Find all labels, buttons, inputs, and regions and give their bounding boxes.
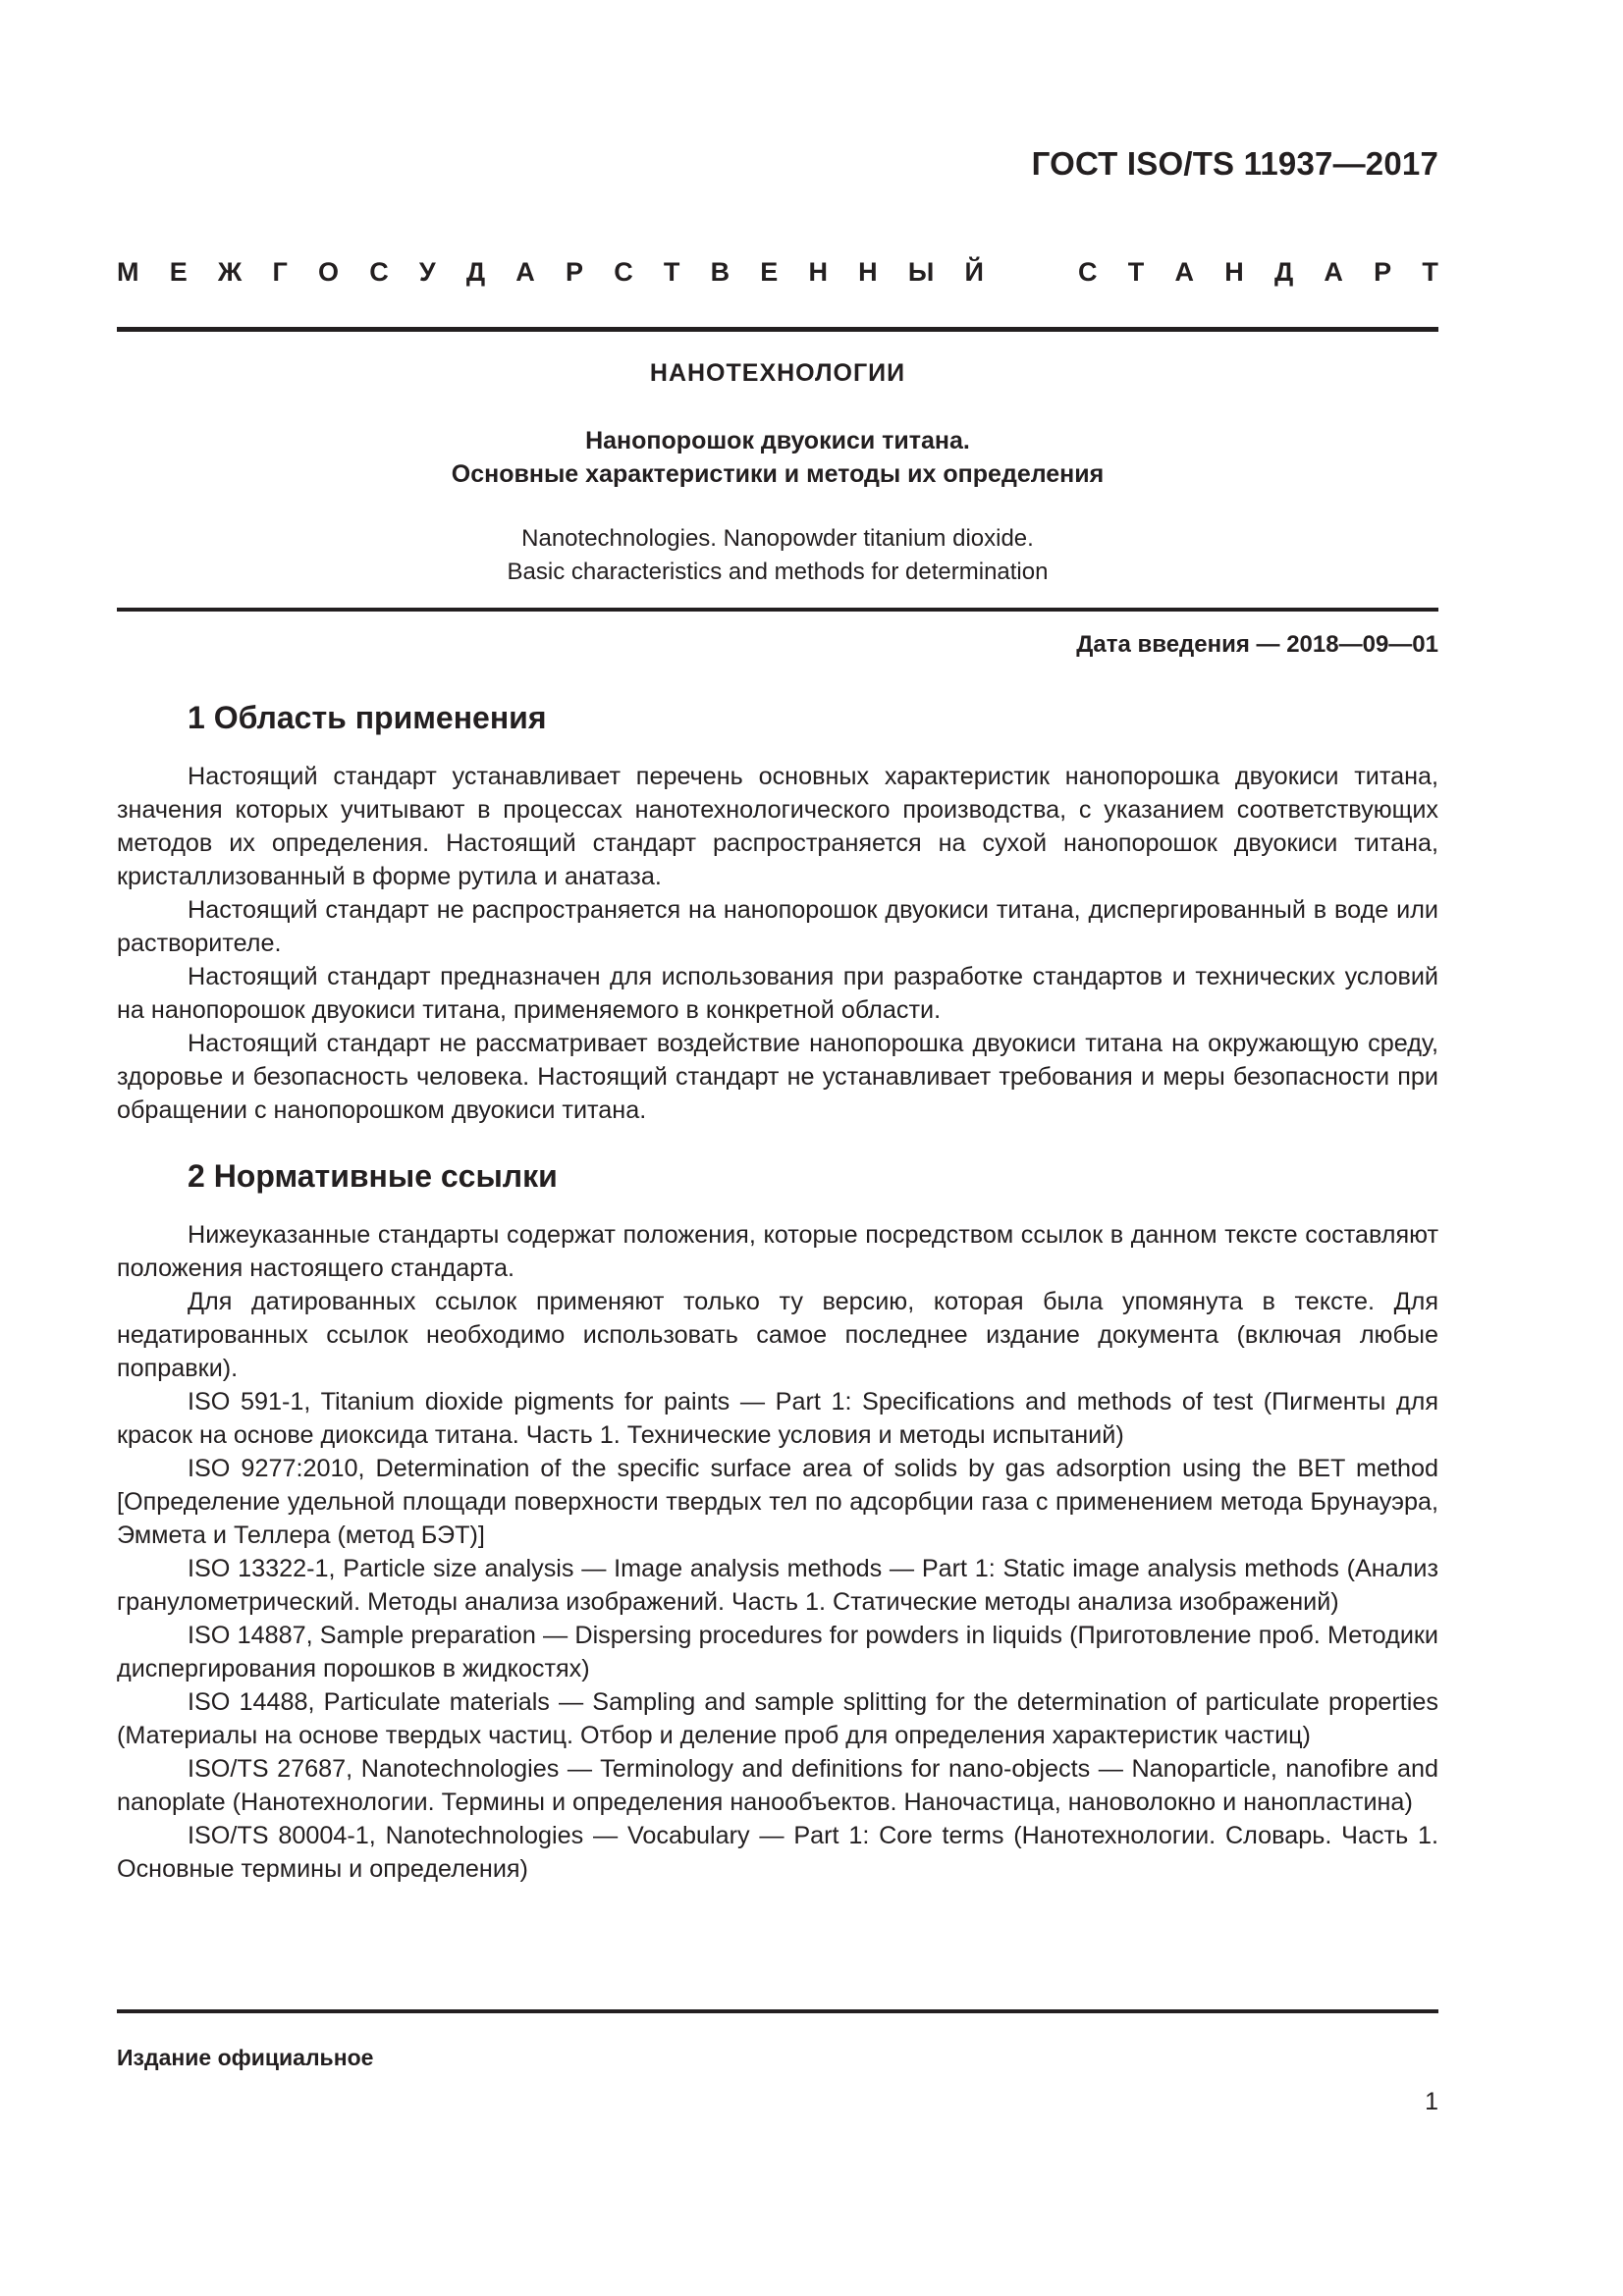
- section-1-paragraph: Настоящий стандарт не рассматривает воздействие нанопорошка двуокиси титана на окружающую среду, здоровье и безопасность человека. Настоящий стандарт не устанавливает требования и меры безопасности при обращении с нанопорошком двуокиси титана.: [117, 1030, 1438, 1124]
- section-2-heading: 2 Нормативные ссылки: [188, 1158, 558, 1194]
- header-rule: [117, 327, 1438, 332]
- reference-entry: ISO/TS 27687, Nanotechnologies — Terminology and definitions for nano-objects — Nanoparticle, nanofibre and nanoplate (Нанотехнологии. Термины и определения нанообъектов. Наночастица, нановолокно и нанопластина): [117, 1755, 1438, 1816]
- banner-letter: Г: [272, 257, 288, 287]
- banner-letter: С: [369, 257, 389, 287]
- section-2-paragraph: Нижеуказанные стандарты содержат положения, которые посредством ссылок в данном тексте составляют положения настоящего стандарта.: [117, 1221, 1438, 1282]
- banner-letter: Н: [1224, 257, 1244, 287]
- section-1-paragraph: Настоящий стандарт устанавливает перечень основных характеристик нанопорошка двуокиси титана, значения которых учитывают в процессах нанотехнологического производства, с указанием соответствующих методов их определения. Настоящий стандарт распространяется на сухой нанопорошок двуокиси титана, кристаллизованный в форме рутила и анатаза.: [117, 763, 1438, 890]
- standard-type-word-2: [1078, 257, 1438, 288]
- banner-letter: Р: [565, 257, 583, 287]
- banner-letter: С: [1078, 257, 1098, 287]
- banner-letter: Т: [1127, 257, 1145, 287]
- field-title: НАНОТЕХНОЛОГИИ: [649, 359, 906, 387]
- banner-letter: Ы: [907, 257, 935, 287]
- banner-letter: Д: [1273, 257, 1294, 287]
- standard-type-banner: [117, 257, 1438, 288]
- banner-letter: Н: [858, 257, 878, 287]
- banner-letter: М: [117, 257, 139, 287]
- banner-letter: А: [515, 257, 535, 287]
- document-number: ГОСТ ISO/TS 11937—2017: [1031, 145, 1438, 182]
- standard-type-word-1: [117, 257, 984, 288]
- banner-letter: Т: [1422, 257, 1438, 287]
- section-1-heading: 1 Область применения: [188, 700, 547, 735]
- banner-letter: Р: [1374, 257, 1392, 287]
- banner-letter: Т: [663, 257, 680, 287]
- reference-entry: ISO 14488, Particulate materials — Sampling and sample splitting for the determination of particulate properties (Материалы на основе твердых частиц. Отбор и деление проб для определения характеристик частиц): [117, 1688, 1438, 1749]
- banner-letter: Й: [964, 257, 984, 287]
- footer-rule: [117, 2009, 1438, 2013]
- english-title: [117, 522, 1438, 589]
- section-1-body: [117, 760, 1438, 1127]
- banner-letter: В: [710, 257, 730, 287]
- official-edition-label: Издание официальное: [117, 2045, 374, 2070]
- banner-letter: Е: [169, 257, 188, 287]
- page-number: 1: [1425, 2088, 1438, 2115]
- banner-letter: Е: [760, 257, 779, 287]
- banner-letter: Д: [465, 257, 486, 287]
- russian-title-line-1: Нанопорошок двуокиси титана.: [585, 427, 970, 454]
- reference-entry: ISO/TS 80004-1, Nanotechnologies — Vocabulary — Part 1: Core terms (Нанотехнологии. Словарь. Часть 1. Основные термины и определения): [117, 1822, 1438, 1883]
- banner-letter: Н: [808, 257, 828, 287]
- reference-entry: ISO 13322-1, Particle size analysis — Image analysis methods — Part 1: Static image analysis methods (Анализ гранулометрический. Методы анализа изображений. Часть 1. Статические методы анализа изображений): [117, 1555, 1438, 1616]
- russian-title: [117, 424, 1438, 491]
- title-rule: [117, 608, 1438, 612]
- section-2-paragraph: Для датированных ссылок применяют только ту версию, которая была упомянута в тексте. Для недатированных ссылок необходимо использовать самое последнее издание документа (включая любые поправки).: [117, 1288, 1438, 1382]
- introduction-date: Дата введения — 2018—09—01: [1076, 631, 1438, 658]
- reference-entry: ISO 9277:2010, Determination of the specific surface area of solids by gas adsorption using the BET method [Определение удельной площади поверхности твердых тел по адсорбции газа с применением метода Брунауэра, Эммета и Теллера (метод БЭТ)]: [117, 1455, 1438, 1549]
- banner-letter: О: [317, 257, 339, 287]
- banner-letter: Ж: [217, 257, 243, 287]
- section-1-paragraph: Настоящий стандарт предназначен для использования при разработке стандартов и технических условий на нанопорошок двуокиси титана, применяемого в конкретной области.: [117, 963, 1438, 1024]
- banner-letter: А: [1174, 257, 1194, 287]
- reference-entry: ISO 14887, Sample preparation — Dispersing procedures for powders in liquids (Приготовление проб. Методики диспергирования порошков в жидкостях): [117, 1622, 1438, 1682]
- banner-letter: У: [418, 257, 436, 287]
- russian-title-line-2: Основные характеристики и методы их определения: [451, 460, 1105, 488]
- section-2-body: [117, 1218, 1438, 1886]
- reference-entry: ISO 591-1, Titanium dioxide pigments for paints — Part 1: Specifications and methods of test (Пигменты для красок на основе диоксида титана. Часть 1. Технические условия и методы испытаний): [117, 1388, 1438, 1449]
- section-1-paragraph: Настоящий стандарт не распространяется на нанопорошок двуокиси титана, диспергированный в воде или растворителе.: [117, 896, 1438, 957]
- english-title-line-1: Nanotechnologies. Nanopowder titanium dioxide.: [521, 525, 1034, 552]
- banner-letter: А: [1324, 257, 1343, 287]
- english-title-line-2: Basic characteristics and methods for determination: [507, 559, 1049, 585]
- banner-letter: С: [614, 257, 633, 287]
